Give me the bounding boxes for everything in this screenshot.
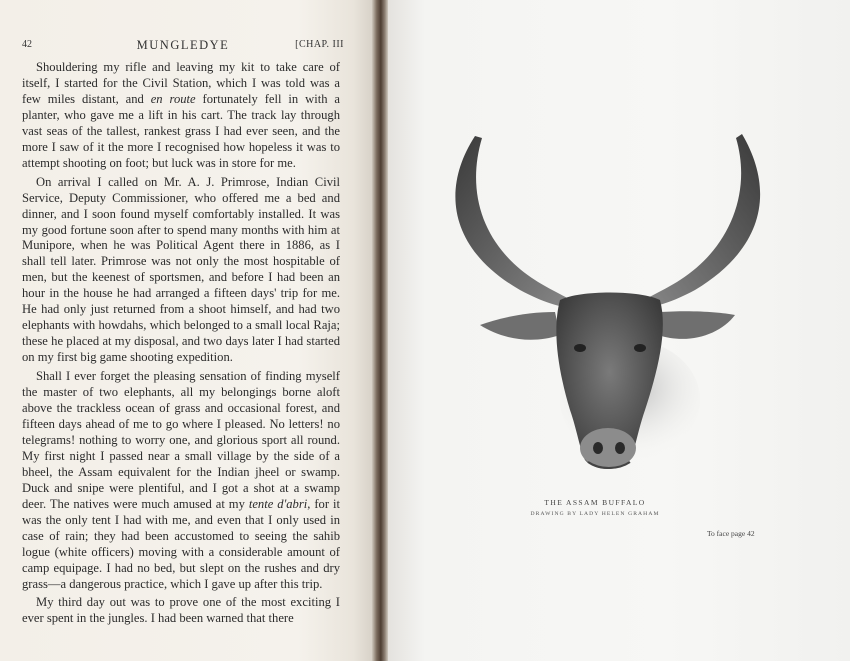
left-horn	[455, 136, 580, 307]
running-head	[22, 38, 344, 54]
page-number: 42	[22, 39, 32, 50]
book-gutter	[372, 0, 388, 661]
plate-caption-title: THE ASSAM BUFFALO	[544, 498, 646, 507]
right-horn	[635, 134, 760, 307]
paragraph-2: On arrival I called on Mr. A. J. Primrose, Indian Civil Service, Deputy Commissioner, who offered me a bed and dinner, and I soon found myself comfortably installed. It was my good fortune soon after to spend many months with him at Munipore, when he was Political Agent there in 1886, as I shall tell later. Primrose was not only the most hospitable of men, but the keenest of sportsmen, and before I had been an hour in the house he had arranged a fifteen days' trip for me. He had only just returned from a shoot himself, and had two elephants with howdahs, which belonged to a small local Raja; these he placed at my disposal, and two days later I had started on my first big game shooting expedition.	[22, 174, 340, 365]
chapter-reference: [CHAP. III	[295, 39, 344, 50]
left-nostril	[593, 442, 603, 454]
plate-caption-credit: DRAWING BY LADY HELEN GRAHAM	[530, 511, 660, 517]
left-eye	[574, 344, 586, 352]
paragraph-1: Shouldering my rifle and leaving my kit to take care of itself, I started for the Civil Station, which I was told was a few miles distant, and en route fortunately fell in with a planter, who gave me a lift in his cart. The track lay through vast seas of the tallest, rankest grass I had ever seen, and the more I saw of it the more I recognised how hopeless it was to attempt shooting on foot; but luck was in store for me.	[22, 60, 340, 170]
running-title: MUNGLEDYE	[136, 38, 230, 52]
right-eye	[634, 344, 646, 352]
left-ear	[480, 312, 560, 340]
right-ear	[658, 311, 735, 339]
buffalo-head-illustration	[430, 130, 780, 490]
paragraph-4: My third day out was to prove one of the most exciting I ever spent in the jungles. I had been warned that there	[22, 595, 340, 626]
body-text	[22, 60, 340, 627]
left-page	[0, 0, 372, 661]
right-nostril	[615, 442, 625, 454]
paragraph-3: Shall I ever forget the pleasing sensation of finding myself the master of two elephants, all my belongings borne aloft above the trackless ocean of grass and occasional forest, and fifteen days ahead of me to go where I pleased. No letters! no telegrams! nothing to worry one, and glorious sport all round. My first night I passed near a small village by the side of a bheel, the Assam equivalent for the Indian jheel or swamp. Duck and snipe were plentiful, and I got a shot at a swamp deer. The natives were much amused at my tente d'abri, for it was the only tent I had with me, and even that I only used in case of rain; they had been accustomed to seeing the sahib logue (white officers) moving with a considerable amount of camp equipage. I had no bed, but slept on the rushes and dry grass—a dangerous practice, which I gave up after this trip.	[22, 369, 340, 591]
face-page-note: To face page 42	[707, 529, 755, 538]
